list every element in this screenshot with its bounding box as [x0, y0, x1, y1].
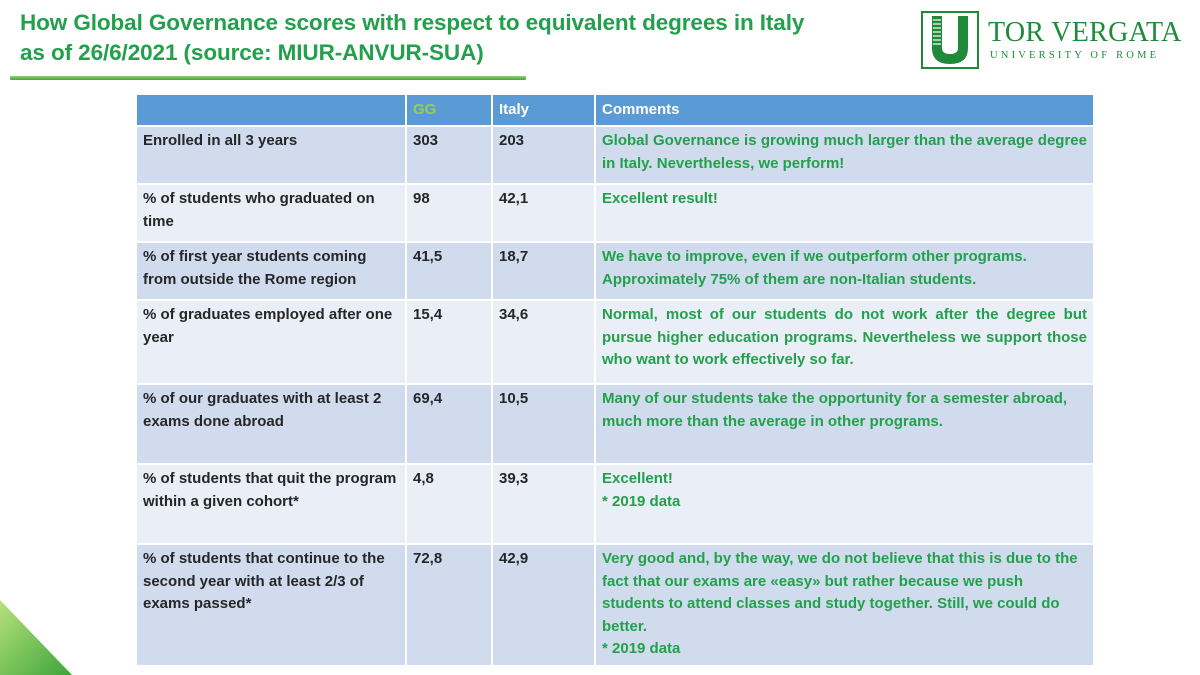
- italy-value-cell: 42,1: [492, 184, 595, 242]
- gg-value-cell: 4,8: [406, 464, 492, 544]
- university-logo: [920, 10, 1190, 72]
- comment-footnote: * 2019 data: [602, 640, 681, 657]
- table-row: [136, 242, 1094, 300]
- comment-footnote: * 2019 data: [602, 492, 681, 510]
- comment-text: Excellent result!: [602, 190, 718, 207]
- corner-decoration-icon: [0, 600, 72, 675]
- title-underline: [10, 76, 526, 80]
- logo-subtitle: UNIVERSITY OF ROME: [990, 50, 1160, 61]
- slide-title: [20, 8, 900, 68]
- comment-text: We have to improve, even if we outperform other programs. Approximately 75% of them are non-Italian students.: [602, 248, 1027, 288]
- metric-cell: % of students that quit the program within a given cohort*: [136, 464, 406, 544]
- italy-value-cell: 10,5: [492, 384, 595, 464]
- header-comments: Comments: [595, 94, 1094, 126]
- italy-value-cell: 42,9: [492, 544, 595, 666]
- gg-value-cell: 98: [406, 184, 492, 242]
- metric-cell: % of our graduates with at least 2 exams done abroad: [136, 384, 406, 464]
- table-row: [136, 126, 1094, 184]
- header-italy: Italy: [492, 94, 595, 126]
- table-row: [136, 464, 1094, 544]
- comment-text: Normal, most of our students do not work after the degree but pursue higher education programs. Nevertheless we support those who want to work effectively so far.: [602, 306, 1087, 368]
- comment-cell: [595, 242, 1094, 300]
- metric-cell: % of students who graduated on time: [136, 184, 406, 242]
- logo-name: TOR VERGATA: [988, 17, 1182, 48]
- table-row: [136, 184, 1094, 242]
- gg-value-cell: 41,5: [406, 242, 492, 300]
- metric-cell: % of graduates employed after one year: [136, 300, 406, 384]
- italy-value-cell: 203: [492, 126, 595, 184]
- comment-cell: [595, 464, 1094, 544]
- metric-cell: Enrolled in all 3 years: [136, 126, 406, 184]
- comment-text: Excellent!: [602, 470, 673, 487]
- table-row: [136, 544, 1094, 666]
- table-row: [136, 384, 1094, 464]
- comment-cell: [595, 544, 1094, 666]
- gg-value-cell: 72,8: [406, 544, 492, 666]
- gg-value-cell: 15,4: [406, 300, 492, 384]
- comment-text: Global Governance is growing much larger than the average degree in Italy. Nevertheless, we perform!: [602, 132, 1087, 172]
- comment-text: Many of our students take the opportunity for a semester abroad, much more than the average in other programs.: [602, 390, 1068, 430]
- header-gg: GG: [406, 94, 492, 126]
- gg-value-cell: 69,4: [406, 384, 492, 464]
- comment-cell: [595, 126, 1094, 184]
- italy-value-cell: 39,3: [492, 464, 595, 544]
- slide-title-line2: as of 26/6/2021 (source: MIUR-ANVUR-SUA): [20, 40, 484, 65]
- metric-cell: % of students that continue to the second year with at least 2/3 of exams passed*: [136, 544, 406, 666]
- comment-cell: [595, 384, 1094, 464]
- slide-title-line1: How Global Governance scores with respect to equivalent degrees in Italy: [20, 10, 805, 35]
- tor-vergata-logo-icon: [920, 10, 980, 70]
- table-row: [136, 300, 1094, 384]
- comparison-table: [135, 93, 1095, 667]
- gg-value-cell: 303: [406, 126, 492, 184]
- comment-cell: [595, 300, 1094, 384]
- comment-text: Very good and, by the way, we do not believe that this is due to the fact that our exams are «easy» but rather because we push students to attend classes and study together. Still, we could do better.: [602, 550, 1078, 635]
- table-header-row: [136, 94, 1094, 126]
- comment-cell: [595, 184, 1094, 242]
- italy-value-cell: 34,6: [492, 300, 595, 384]
- metric-cell: % of first year students coming from outside the Rome region: [136, 242, 406, 300]
- italy-value-cell: 18,7: [492, 242, 595, 300]
- header-metric: [136, 94, 406, 126]
